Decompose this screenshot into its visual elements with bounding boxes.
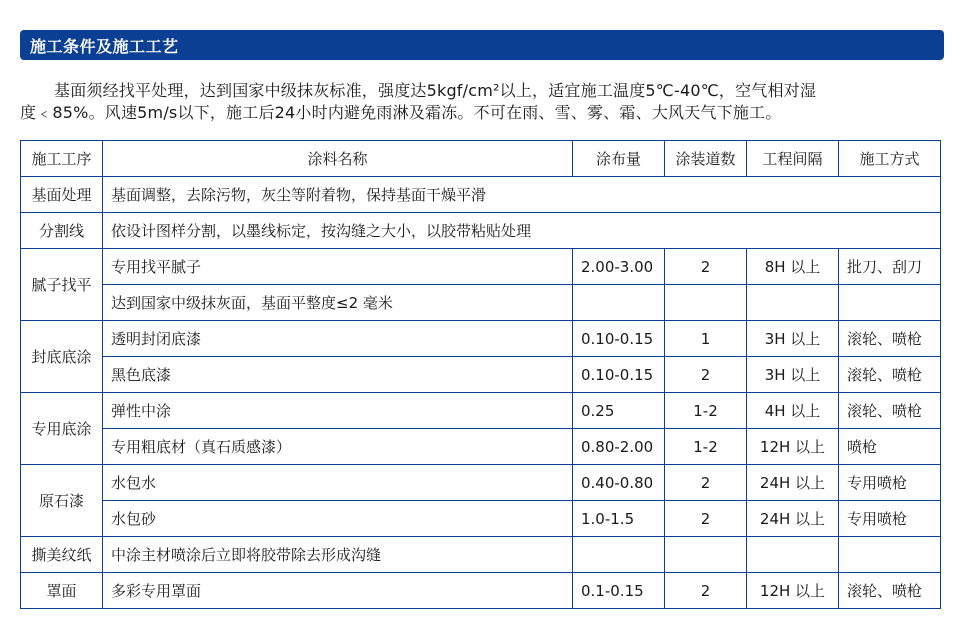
intro-paragraph [20,80,930,124]
note-cell: 基面调整，去除污物，灰尘等附着物，保持基面干燥平滑 [103,177,941,213]
note-cell: 依设计图样分割，以墨线标定，按沟缝之大小，以胶带粘贴处理 [103,213,941,249]
step-cell: 基面处理 [21,177,103,213]
material-cell: 黑色底漆 [103,357,573,393]
interval-cell: 3H 以上 [747,321,839,357]
table-row [21,321,941,357]
table-row [21,429,941,465]
table-row [21,393,941,429]
table-row [21,285,941,321]
coverage-cell: 0.25 [573,393,665,429]
material-cell: 弹性中涂 [103,393,573,429]
coats-cell: 2 [665,357,747,393]
interval-cell [747,285,839,321]
coats-cell: 2 [665,501,747,537]
coverage-cell [573,537,665,573]
step-cell: 专用底涂 [21,393,103,465]
step-cell: 分割线 [21,213,103,249]
step-cell: 腻子找平 [21,249,103,321]
material-cell: 水包砂 [103,501,573,537]
coverage-cell: 0.1-0.15 [573,573,665,609]
coverage-cell: 1.0-1.5 [573,501,665,537]
coats-cell: 2 [665,249,747,285]
method-cell [839,285,941,321]
intro-line-1: 基面须经找平处理，达到国家中级抹灰标准，强度达5kgf/cm²以上，适宜施工温度5℃-40℃，空气相对湿 [54,81,817,100]
table-header-row [21,141,941,177]
method-cell [839,537,941,573]
interval-cell: 12H 以上 [747,429,839,465]
method-cell: 专用喷枪 [839,501,941,537]
table-row [21,357,941,393]
coats-cell: 1-2 [665,393,747,429]
step-cell: 封底底涂 [21,321,103,393]
header-coats: 涂装道数 [665,141,747,177]
method-cell: 滚轮、喷枪 [839,321,941,357]
note-cell: 中涂主材喷涂后立即将胶带除去形成沟缝 [103,537,573,573]
coverage-cell: 0.10-0.15 [573,321,665,357]
section-title: 施工条件及施工工艺 [30,36,179,56]
coats-cell: 1-2 [665,429,747,465]
interval-cell: 24H 以上 [747,501,839,537]
table-row [21,213,941,249]
coats-cell: 1 [665,321,747,357]
material-cell: 专用粗底材（真石质感漆） [103,429,573,465]
coverage-cell [573,285,665,321]
coats-cell: 2 [665,465,747,501]
coverage-cell: 0.40-0.80 [573,465,665,501]
table-row [21,465,941,501]
interval-cell: 8H 以上 [747,249,839,285]
method-cell: 滚轮、喷枪 [839,573,941,609]
section-header-bar [20,30,944,60]
table-row [21,501,941,537]
step-cell: 撕美纹纸 [21,537,103,573]
method-cell: 批刀、刮刀 [839,249,941,285]
header-material: 涂料名称 [103,141,573,177]
coverage-cell: 0.80-2.00 [573,429,665,465]
method-cell: 滚轮、喷枪 [839,393,941,429]
table-row [21,249,941,285]
method-cell: 滚轮、喷枪 [839,357,941,393]
material-cell: 水包水 [103,465,573,501]
table-row [21,177,941,213]
table-row [21,573,941,609]
coats-cell [665,537,747,573]
material-cell: 达到国家中级抹灰面，基面平整度≤2 毫米 [103,285,573,321]
material-cell: 透明封闭底漆 [103,321,573,357]
material-cell: 多彩专用罩面 [103,573,573,609]
method-cell: 喷枪 [839,429,941,465]
coverage-cell: 0.10-0.15 [573,357,665,393]
method-cell: 专用喷枪 [839,465,941,501]
material-cell: 专用找平腻子 [103,249,573,285]
step-cell: 原石漆 [21,465,103,537]
interval-cell: 24H 以上 [747,465,839,501]
process-table [20,140,941,609]
coats-cell: 2 [665,573,747,609]
header-coverage: 涂布量 [573,141,665,177]
intro-line-2: 度﹤85%。风速5m/s以下，施工后24小时内避免雨淋及霜冻。不可在雨、雪、雾、霜、大风天气下施工。 [20,103,782,122]
interval-cell: 12H 以上 [747,573,839,609]
header-interval: 工程间隔 [747,141,839,177]
step-cell: 罩面 [21,573,103,609]
header-step: 施工工序 [21,141,103,177]
interval-cell [747,537,839,573]
header-method: 施工方式 [839,141,941,177]
coverage-cell: 2.00-3.00 [573,249,665,285]
coats-cell [665,285,747,321]
interval-cell: 4H 以上 [747,393,839,429]
table-row [21,537,941,573]
interval-cell: 3H 以上 [747,357,839,393]
